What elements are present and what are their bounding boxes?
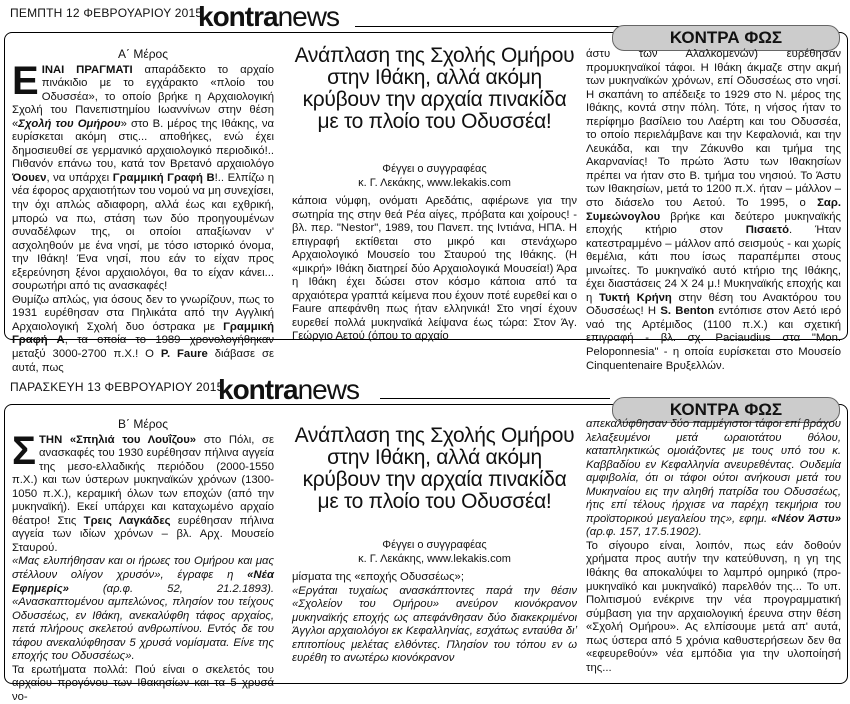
text-emph: Γραμμική Γραφή Β [112,171,215,184]
text: εντόπισε στον Αετό ιερό ναό της Αρτέμιδος (1100 π.Χ.) και σχετική επιγραφή - βλ. σχ. Paciaudius στα "Mon. Peloponnesia" - η οποία ευρίσκεται στο Μουσείο Cinquentenaire Βρυξελλών. [586,305,842,372]
byline-author: κ. Γ. Λεκάκης, www.lekakis.com [358,177,511,189]
newspaper-logo [218,376,359,404]
text: Θυμίζω απλώς, για όσους δεν το γνωρίζουν, πως το 1931 ευρέθησαν στα Πηλικάτα από την Αγγλική Αρχαιολογική Σχολή δυο όστρακα με [12,293,274,333]
column-1 [12,417,275,703]
logo-light: news [297,374,359,405]
text: » στο Β. μέρος της Ιθάκης, να ευρίσκεται ακόμη στις... αποθήκες, ενώ έχει δημοσιευθεί σε γερμανικό αρχαιολογικό περιοδικό!.. Πιθανόν επάνω του, κατά τον Βρετανό αρχαιολόγο [12,117,274,171]
lead-text: ΤΗΝ «Σπηλιά του Λουΐζου» [39,433,197,446]
part-label: Β΄ Μέρος [118,417,168,431]
paragraph [586,418,841,540]
text-emph: «Νέον Άστυ» [771,512,841,525]
column-3 [586,48,842,372]
text: στο Πόλι, σε ανασκαφές του 1930 ευρέθησαν πήλινα αγγεία της μεσο-ελλαδικής περιόδου (2000-1550 π.Χ.) και των ύστερων μυκηναϊκών χρόνων (1300-1050 π.Χ.), κεραμική όλων των εποχών (από την μυκηναϊκή). Εκεί υπάρχει και καταχωμένο αρχαίο θέατρο! Στις [12,433,274,527]
text: βρήκε και δεύτερο μυκηναϊκής εποχής κτήριο στον [586,210,841,237]
text: (αρ.φ. 52, 21.2.1893). «Ανασκαπτομένου αμπελώνος, πλησίον του τείχους Οδυσσέως, εν Ιθάκη, ανεκαλύφθη τάφος αρχαίος, πετά πλήρους σκελετού ανθρωπίνου. Εντός δε του τάφου ανεκαλύφθησαν 5 χρυσά νομίσματα. Είνε της εποχής του Οδυσσέως». [12,582,274,663]
column-2 [292,571,577,681]
text-emph: Σαρ. Συμεώνογλου [586,197,841,223]
text-emph: «Νέα Εφημερίς» [12,569,274,595]
text: , να υπάρχει [46,171,113,184]
text-emph: Γραμμική Γραφή Α [12,320,274,347]
text: Τα ερωτήματα πολλά: Πού είναι ο σκελετός του αρχαίου προγόνου των Ιθακησίων και τα 5 χρυσά νο- [12,663,274,703]
paragraph: Το σίγουρο είναι, λοιπόν, πως εάν δοθούν χρήματα προς αυτήν την κατεύθυνση, η γη της Ιθάκης θα αποκαλύψει το λαμπρό ομηρικό (προ-μυκηναϊκό και μυκηναϊκό) παρελθόν της... Το υπ. Πολιτισμού ενέκρινε την νέα προγραμματική σύμβαση για την αρχαιολογική έρευνα στην θέση «Σχολή Ομήρου». Ας ελπίσουμε μετά απ' αυτά, πως ύστερα από 5 χρόνια καθυστερήσεων δεν θα «εφευρεθούν» νέα εμπόδια για την υλοποίησή της... [586,539,841,674]
paragraph [12,294,274,375]
byline [292,162,577,190]
text: . Ήταν κατεστραμμένο – μάλλον από σεισμούς - και χωρίς θεμέλια, κάτι που ίσως παραπέμπει στους μινωίτες. Το μυκηναϊκό αυτό κτήριο της Ιθάκης, έχει διαστάσεις 24 Χ 24 μ.! Μυκηναϊκής εποχής και η [586,224,841,304]
text-emph: Τυκτή Κρήνη [599,291,672,304]
paragraph [586,48,841,373]
text: απεκαλύφθησαν δύο παμμέγιστοι τάφοι επί βράχου λελαξευμένοι μετά ωραιοτάτου θόλου, καταπληκτικώς ομοιάζοντες με τους υπό του κ. Καββαδίου εν Κεφαλληνία ανευρεθέντας. Ουδεμία αμφιβολία, ότι οι τάφοι ούτοι ανήκουσι μετά του Μυκηναίου εις την αληθή πατρίδα του Οδυσσέως, ήτις επί τέλους ήρχισε να παρέχη τεκμήρια του προϊστορικού μεγαλείου της», εφημ. [586,418,841,525]
text-emph: Τρεις Λαγκάδες [83,514,171,527]
issue-date: ΠΑΡΑΣΚΕΥΗ 13 ΦΕΒΡΟΥΑΡΙΟΥ 2015 [10,380,224,394]
header-rule [380,398,610,399]
issue-date: ΠΕΜΠΤΗ 12 ΦΕΒΡΟΥΑΡΙΟΥ 2015 [10,6,203,20]
text: απαράδεκτο το αρχαίο πινάκιδιο με το εγχάρακτο «πλοίο του Οδυσσέα», το οποίο βρήκε η Αρχαιολογική Σχολή του Πανεπιστημίου Ιωαννίνων στην θέση « [12,63,274,130]
part-label: Α΄ Μέρος [118,47,168,61]
column-badge: ΚΟΝΤΡΑ ΦΩΣ [612,397,840,423]
text-emph: Όουεν [12,171,47,184]
text: ευρέθησαν πήλινα αγγεία των ιδίων χρόνων – βλ. Αρχ. Μουσείο Σταυρού. [12,514,275,554]
paragraph: κάποια νύμφη, ονόματι Αρεδάτις, αφιέρωνε για την σωτηρία της στην θεά Ρέα αίγες, πρόβατα και χοίρους! - βλ. περ. "Nestor", 1989, του Πανεπ. της Ιντιάνα, ΗΠΑ. Η επιγραφή εκτίθεται στο μικρό και στενάχωρο Αρχαιολογικό Μουσείο του Σταυρού της Ιθάκης. (Η «μικρή» Ιθάκη διατηρεί δύο Αρχαιολογικά Μουσεία!) Άρα η Ιθάκη έχει δώσει στον κόσμο κάποια από τα αρχαιότερα γραπτά κείμενα που έχουν ποτέ ευρεθεί και ο Faure απεφάνθη πως ήταν ελληνικά! Στο νησί έχουν ευρεθεί πολλά μυκηναϊκά λείψανα έως τώρα: Στον Άγ. Γεώργιο Αετού (όπου το αρχαίο [292,195,577,343]
text: «Μας ελυπήθησαν και οι ήρωες του Ομήρου και μας στέλλουν ολίγον χρυσόν», έγραφε η [12,555,274,582]
paragraph [12,555,274,663]
text: διάβασε σε αυτά, πως [12,348,275,374]
logo-bold: kontra [198,1,278,32]
text-emph: Πισαετό [745,224,790,237]
paragraph [12,428,275,556]
column-1 [12,47,275,374]
byline-line: Φέγγει ο συγγραφέας [382,539,487,551]
column-badge: ΚΟΝΤΡΑ ΦΩΣ [612,25,840,51]
logo-light: news [277,1,339,32]
paragraph: «Εργάται τυχαίως ανασκάπτοντες παρά την θέσιν «Σχολείον του Ομήρου» ανεύρον κιονόκρανον μυκηναϊκής εποχής ως απεφάνθησαν δύο διακεκριμένοι Άγγλοι αρχαιολόγοι εκ Κεφαλληνίας, εσχάτως ενταύθα διʼ επιτοπίους μελέτας ελθόντες. Πλησίον του τόπου εν ω ευρέθη το ανωτέρω κιονόκρανον [292,584,577,665]
headline: Ανάπλαση της Σχολής Ομήρου στην Ιθάκη, αλλά ακόμη κρύβουν την αρχαία πινακίδα με το πλοίο του Οδυσσέα! [294,424,575,513]
paragraph [12,58,274,294]
text-emph: Σχολή του Ομήρου [18,117,121,130]
headline: Ανάπλαση της Σχολής Ομήρου στην Ιθάκη, αλλά ακόμη κρύβουν την αρχαία πινακίδα με το πλοίο του Οδυσσέα! [294,44,575,133]
column-3 [586,418,841,682]
paragraph [12,664,274,704]
text-emph: S. Benton [660,305,715,318]
text: (αρ.φ. 157, 17.5.1902). [586,526,702,539]
logo-bold: kontra [218,374,298,405]
byline-line: Φέγγει ο συγγραφέας [382,163,487,175]
byline-author: κ. Γ. Λεκάκης, www.lekakis.com [358,553,511,565]
lead-text: ΙΝΑΙ ΠΡΑΓΜΑΤΙ [41,63,133,76]
text: !.. Ελπίζω η νέα έφορος αρχαιοτήτων του νομού να μη συνεχίσει, την όχι απλώς αδιαφορη, αλλά έως και εχθρική, μπορώ να πω, στάση των δύο προηγουμένων συναδέλφων της, οι οποίοι απαξίωναν ν' ασχοληθούν με ένα νησί, με τόσο ιστορικό όνομα, την Ιθάκη! Ένα νησί, που εάν το είχαν προς εξερεύνηση ξένοι αρχαιολόγοι, θα το είχαν κάνει... σουρωτήρι από τις ανασκαφές! [12,171,274,293]
text: , τα οποία το 1989 χρονολογήθηκαν μεταξύ 3000-2700 π.Χ.! Ο [12,334,275,361]
paragraph: μίσματα της «εποχής Οδυσσέως»; [292,571,464,583]
text: άστυ των Αλαλκομενών) ευρέθησαν προμυκηναϊκοί τάφοι. Η Ιθάκη άκμαζε στην ακμή των μυκηναϊκών χρόνων, επί Οδυσσέως στο νησί. Η σκαπάνη το απέδειξε το 1929 στο Ν. μέρος της Ιθάκης, κοντά στην πόλη. Τότε, η νήσος ήταν το περίφημο βασίλειο του Λαέρτη και του Οδυσσέα, το οποίο περιελάμβανε και την Κεφαλονιά, και την Λευκάδα, και την Ζάκυνθο και τμήμα της Ακαρνανίας! Το πρώτο Άστυ των Ιθακησίων πρέπει να ήταν στο Β. τμήμα του νησιού. Το Άστυ των Ιθακησίων, μετά το 1200 π.Χ. ήταν – μάλλον – στο διάσελο του Αετού. Το 1995, ο [586,48,841,210]
byline [292,538,577,566]
newspaper-logo [198,3,339,31]
drop-cap: Σ [12,428,37,473]
article-part-b [0,368,850,703]
text-emph: P. Faure [160,348,208,361]
drop-cap: Ε [12,58,39,103]
column-2 [292,195,577,343]
text: στην θέση του Ανακτόρου του Οδυσσέως! Η [586,291,842,318]
